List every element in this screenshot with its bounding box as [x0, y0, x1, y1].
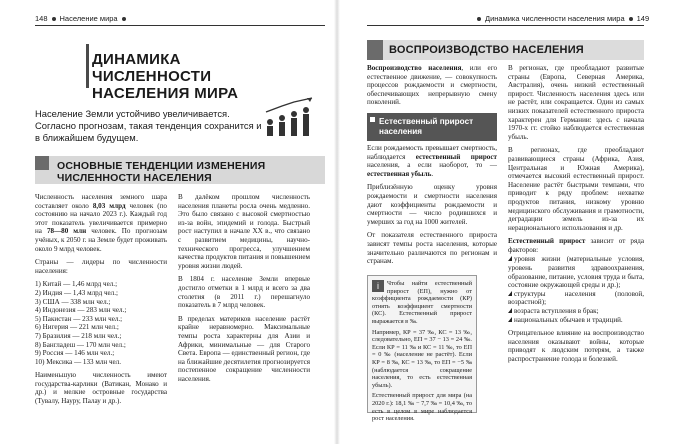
right-page-number: 149: [636, 14, 650, 23]
title-bar: [86, 44, 89, 88]
paragraph: В регионах, где преобладают развивающиеся страны (Африка, Азия, Центральная и Южная Америка), отмечается высокий естественный прирост. Население растёт быстрыми темпами, что приводит к ряду проблем: нехватке продуктов питания, низкому уровню медицинского обслуживания и грамотности, деградации земель из-за их нерационального использования и др.: [508, 146, 644, 232]
header-rule: [35, 25, 325, 26]
paragraph: i Чтобы найти естественный прирост (ЕП), нужно от коэффициента рождаемости (КР) отнять коэффициент смертности (КС). Естественный прирост выражается в ‰.: [372, 280, 472, 325]
list-item: 1) Китай — 1,46 млрд чел.;: [35, 280, 118, 289]
list-item: 6) Нигерия — 221 млн чел.;: [35, 323, 119, 332]
paragraph: От показателя естественного прироста зависят темпы роста населения, которые значительно различаются по регионам и странам.: [367, 231, 497, 266]
chapter-title-block: [44, 42, 294, 102]
subheading-natural-increase: Естественный прирост населения: [367, 113, 497, 141]
right-section-name: Динамика численности населения мира: [485, 14, 625, 23]
list-item: структуры населения (половой, возрастной);: [508, 289, 644, 307]
right-page: [337, 0, 674, 444]
list-item: 4) Индонезия — 283 млн чел.;: [35, 306, 127, 315]
list-item: 7) Бразилия — 218 млн чел.;: [35, 331, 122, 340]
section-square-icon: [35, 156, 49, 170]
square-icon: [370, 117, 375, 122]
paragraph: Страны — лидеры по численности населения:: [35, 258, 167, 275]
chapter-title: ДИНАМИКА ЧИСЛЕННОСТИ НАСЕЛЕНИЯ МИРА: [92, 51, 239, 102]
list-item: 3) США — 338 млн чел.;: [35, 297, 111, 306]
paragraph: Если рождаемость превышает смертность, наблюдается естественный прирост населения, а если наоборот, то — естественная убыль.: [367, 144, 497, 178]
list-item: уровня жизни (материальные условия, уровень развития здравоохранения, образование, питание, условия труда и быта, состояние окружающей среды и др.);: [508, 255, 644, 290]
triangle-bullet-icon: [508, 291, 512, 296]
right-column-1: [367, 64, 497, 112]
info-icon: i: [372, 280, 384, 292]
left-running-head: [35, 14, 126, 23]
right-running-head: [477, 14, 649, 23]
paragraph: В 1804 г. население Земли впервые достигло отметки в 1 млрд и всего за два столетия (в 2011 г.) перешагнуло показатель в 7 млрд человек.: [178, 275, 310, 310]
list-item: 5) Пакистан — 233 млн чел.;: [35, 314, 123, 323]
paragraph: Например, КР = 37 ‰, КС = 13 ‰, следовательно, ЕП = 37 − 13 = 24 ‰. Если КР = 11 ‰ и КС = 11 ‰, то ЕП = 0 ‰ (население не растёт). Если КР = 8 ‰, КС = 13 ‰, то ЕП = −5 ‰ (наблюдается сокращение населения, то есть естественная убыль).: [372, 328, 472, 389]
list-item: национальных обычаев и традиций.: [508, 316, 644, 325]
bullet-icon: [629, 17, 633, 21]
bullet-icon: [52, 17, 56, 21]
triangle-bullet-icon: [508, 256, 512, 261]
paragraph: В пределах материков население растёт крайне неравномерно. Максимальные темпы роста характерны для Азии и Африки, минимальные — для Старого Света. Европа — единственный регион, где на ближайшие десятилетия прогнозируется постепенное сокращение численности населения.: [178, 314, 310, 383]
section-square-icon: [367, 40, 383, 60]
header-rule: [367, 25, 644, 26]
paragraph: В далёком прошлом численность населения планеты росла очень медленно. Это было связано с высокой смертностью из-за войн, эпидемий и голода. Быстрый рост наступил в начале XX в., что связано с развитием медицины, научно-технического прогресса, улучшением качества продуктов питания и повышением уровня жизни людей.: [178, 193, 310, 270]
left-column-1: [35, 193, 167, 411]
paragraph: В регионах, где преобладают развитые страны (Европа, Северная Америка, Австралия), очень низкий естественный прирост. Численность населения здесь или не растёт, или сокращается. Один из самых низких показателей естественного прироста характерен для Германии: здесь с начала 1970-х гг. стойко наблюдается естественная убыль.: [508, 64, 644, 141]
right-column-1-cont: [367, 144, 497, 271]
paragraph: Естественный прирост зависит от ряда факторов:: [508, 237, 644, 254]
paragraph: Отрицательное влияние на воспроизводство населения оказывают войны, которые приводят к людским потерям, а также распространение голода и болезней.: [508, 329, 644, 363]
paragraph: Естественный прирост для мира (на 2020 г.): 18,1 ‰ − 7,7 ‰ = 10,4 ‰, то есть в целом в мире наблюдается рост населения.: [372, 392, 472, 423]
list-item: 2) Индия — 1,43 млрд чел.;: [35, 288, 118, 297]
paragraph: Численность населения земного шара составляет около 8,03 млрд человек (по состоянию на начало 2023 г.). Каждый год этот показатель увеличивается примерно на 78—80 млн человек. По прогнозам учёных, к 2050 г. на Земле будет проживать около 9 млрд человек.: [35, 193, 167, 253]
info-callout: [367, 275, 477, 423]
country-list: [35, 280, 167, 366]
population-growth-icon: [262, 96, 317, 144]
paragraph: Приблизённую оценку уровня рождаемости и смертности населения дают коэффициенты рождаемости и смертности — число родившихся и умерших за год на 1000 жителей.: [367, 183, 497, 226]
list-item: 10) Мексика — 133 млн чел.: [35, 357, 121, 366]
lead-text: Население Земли устойчиво увеличивается. Согласно прогнозам, такая тенденция сохранится и в ближайшем будущем.: [35, 108, 262, 143]
bullet-icon: [477, 17, 481, 21]
bullet-icon: [122, 17, 126, 21]
left-column-2: [178, 193, 310, 388]
left-section-name: Население мира: [59, 14, 118, 23]
list-item: возраста вступления в брак;: [508, 307, 644, 316]
factor-list: [508, 255, 644, 324]
paragraph: Воспроизводство населения, или его естественное движение, — совокупность процессов рождаемости и смертности, обеспечивающих непрерывную смену поколений.: [367, 64, 497, 107]
section-heading-trends: ОСНОВНЫЕ ТЕНДЕНЦИИ ИЗМЕНЕНИЯ ЧИСЛЕННОСТИ НАСЕЛЕНИЯ: [35, 156, 325, 184]
right-column-2: [508, 64, 644, 369]
section-heading-reproduction: ВОСПРОИЗВОДСТВО НАСЕЛЕНИЯ: [367, 40, 644, 60]
list-item: 9) Россия — 146 млн чел.;: [35, 349, 115, 358]
triangle-bullet-icon: [508, 308, 512, 313]
left-page-number: 148: [35, 14, 48, 23]
triangle-bullet-icon: [508, 317, 512, 322]
list-item: 8) Бангладеш — 170 млн чел.;: [35, 340, 126, 349]
paragraph: Наименьшую численность имеют государства-карлики (Ватикан, Монако и др.) и мелкие островные государства (Тувалу, Науру, Палау и др.).: [35, 371, 167, 406]
